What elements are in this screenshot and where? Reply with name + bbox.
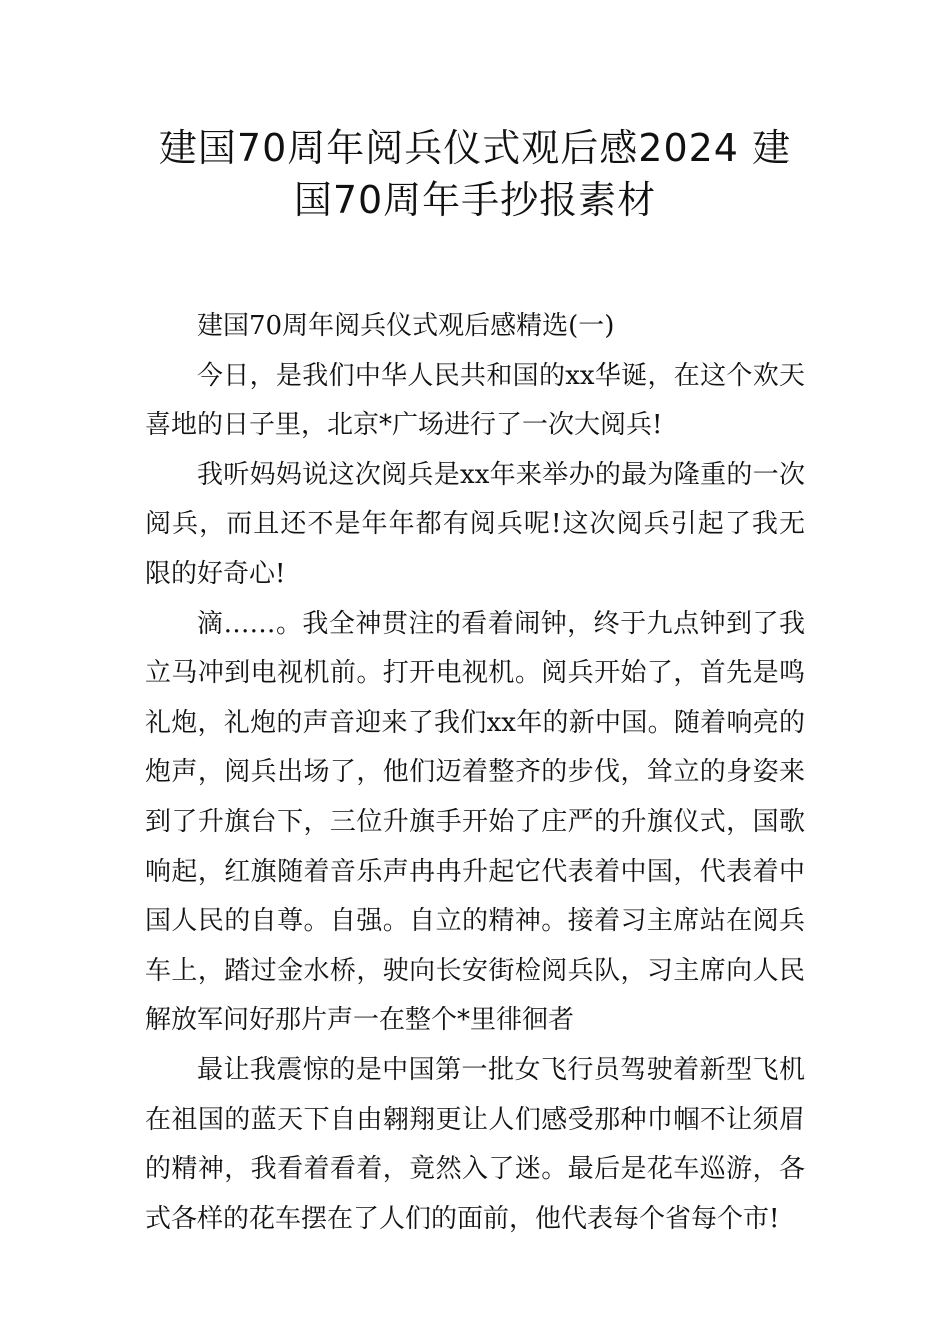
- paragraph-2: 我听妈妈说这次阅兵是xx年来举办的最为隆重的一次阅兵，而且还不是年年都有阅兵呢!这次阅兵引起了我无限的好奇心!: [145, 459, 805, 589]
- section-heading: 建国70周年阅兵仪式观后感精选(一): [197, 311, 615, 341]
- paragraph-4: 最让我震惊的是中国第一批女飞行员驾驶着新型飞机在祖国的蓝天下自由翱翔更让人们感受那种巾帼不让须眉的精神，我看着看着，竟然入了迷。最后是花车巡游，各式各样的花车摆在了人们的面前，他代表每个省每个市!: [145, 1054, 805, 1234]
- paragraph-1: 今日，是我们中华人民共和国的xx华诞，在这个欢天喜地的日子里，北京*广场进行了一次大阅兵!: [145, 360, 805, 441]
- paragraph-3: 滴……。我全神贯注的看着闹钟，终于九点钟到了我立马冲到电视机前。打开电视机。阅兵开始了，首先是鸣礼炮，礼炮的声音迎来了我们xx年的新中国。随着响亮的炮声，阅兵出场了，他们迈着整齐的步伐，耸立的身姿来到了升旗台下，三位升旗手开始了庄严的升旗仪式，国歌响起，红旗随着音乐声冉冉升起它代表着中国，代表着中国人民的自尊。自强。自立的精神。接着习主席站在阅兵车上，踏过金水桥，驶向长安街检阅兵队，习主席向人民解放军问好那片声一在整个*里徘徊者: [145, 608, 805, 1036]
- document-title: 建国70周年阅兵仪式观后感2024 建国70周年手抄报素材: [158, 126, 792, 222]
- document-body: [145, 302, 805, 1244]
